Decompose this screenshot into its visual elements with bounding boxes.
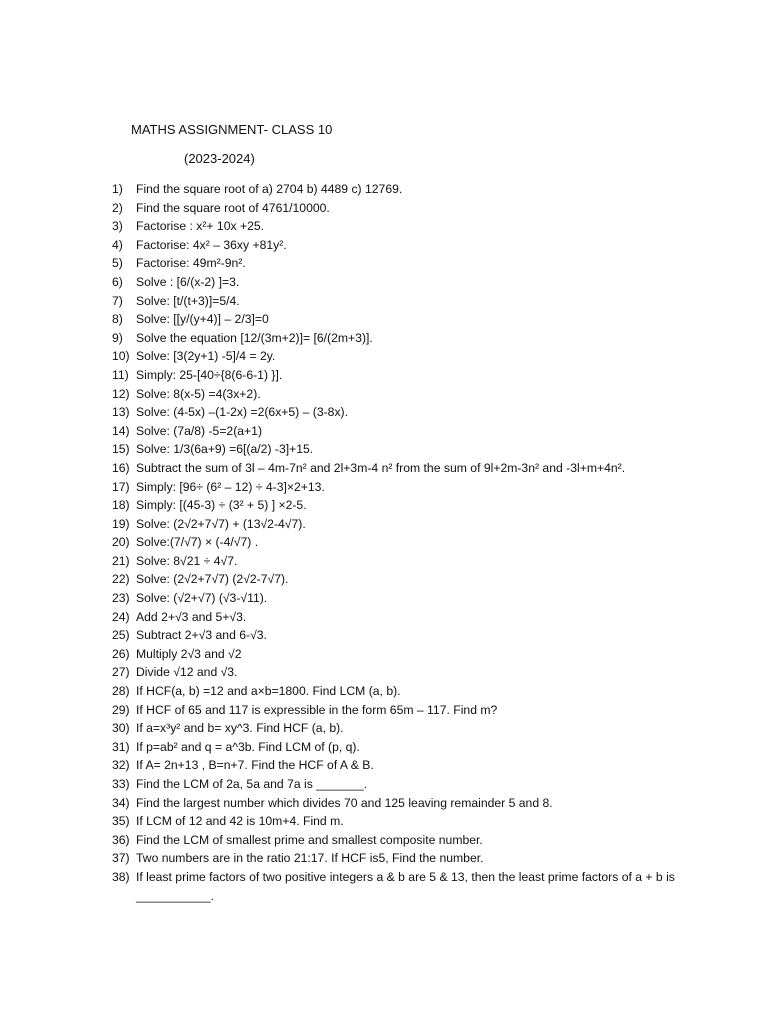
question-item xyxy=(112,347,712,366)
question-number: 38) xyxy=(112,869,130,884)
question-number: 32) xyxy=(112,758,130,773)
question-item xyxy=(112,589,712,608)
question-number: 1) xyxy=(112,182,123,196)
question-text: Solve: (√2+√7) (√3-√11). xyxy=(136,591,268,606)
question-item xyxy=(112,273,712,292)
question-item xyxy=(112,719,712,738)
question-text: Solve: 8(x-5) =4(3x+2). xyxy=(136,386,261,401)
question-list xyxy=(112,180,712,905)
question-text: Solve:(7/√7) × (-4/√7) . xyxy=(136,535,259,550)
question-number: 31) xyxy=(112,739,130,754)
question-number: 7) xyxy=(112,293,123,308)
question-number: 21) xyxy=(112,553,130,568)
question-item xyxy=(112,738,712,757)
question-number: 10) xyxy=(112,349,130,364)
question-text: If HCF(a, b) =12 and a×b=1800. Find LCM (a, b). xyxy=(136,684,401,699)
question-text: Factorise: 4x² – 36xy +81y². xyxy=(136,237,287,252)
question-number: 9) xyxy=(112,330,123,345)
question-text: Divide √12 and √3. xyxy=(136,665,238,680)
question-text: Solve : [6/(x-2) ]=3. xyxy=(136,274,240,289)
question-text: Find the LCM of smallest prime and smallest composite number. xyxy=(136,832,483,847)
question-item xyxy=(112,552,712,571)
question-text: Simply: [(45-3) ÷ (3² + 5) ] ×2-5. xyxy=(136,498,307,513)
question-number: 25) xyxy=(112,628,130,643)
question-text: Solve: (2√2+7√7) (2√2-7√7). xyxy=(136,572,289,587)
question-text: Simply: [96÷ (6² – 12) ÷ 4-3]×2+13. xyxy=(136,479,325,494)
question-item xyxy=(112,199,712,218)
question-number: 28) xyxy=(112,684,130,699)
question-item xyxy=(112,180,712,199)
question-item xyxy=(112,849,712,868)
question-number: 3) xyxy=(112,219,123,234)
question-text: If A= 2n+13 , B=n+7. Find the HCF of A & B. xyxy=(136,758,374,773)
question-text: Subtract the sum of 3l – 4m-7n² and 2l+3m-4 n² from the sum of 9l+2m-3n² and -3l+m+4n². xyxy=(136,460,626,475)
question-text: Add 2+√3 and 5+√3. xyxy=(136,609,247,624)
question-text: Simply: 25-[40÷{8(6-6-1) }]. xyxy=(136,367,283,382)
question-number: 22) xyxy=(112,572,130,587)
question-item xyxy=(112,254,712,273)
question-number: 6) xyxy=(112,274,123,289)
question-item xyxy=(112,756,712,775)
question-number: 19) xyxy=(112,516,130,531)
question-item xyxy=(112,478,712,497)
question-text: Solve: [t/(t+3)]=5/4. xyxy=(136,293,240,308)
question-text: Solve: (7a/8) -5=2(a+1) xyxy=(136,423,263,438)
question-number: 12) xyxy=(112,386,130,401)
question-item xyxy=(112,682,712,701)
question-text: If p=ab² and q = a^3b. Find LCM of (p, q). xyxy=(136,739,360,754)
question-text: Solve: [3(2y+1) -5]/4 = 2y. xyxy=(136,349,276,364)
question-number: 4) xyxy=(112,237,123,252)
question-item xyxy=(112,608,712,627)
question-number: 33) xyxy=(112,777,130,791)
question-number: 23) xyxy=(112,591,130,606)
question-text: Solve: (4-5x) –(1-2x) =2(6x+5) – (3-8x). xyxy=(136,405,349,420)
question-text: If least prime factors of two positive integers a & b are 5 & 13, then the least prime factors of a + b is ___________. xyxy=(136,869,675,903)
question-number: 34) xyxy=(112,795,130,810)
question-number: 26) xyxy=(112,646,130,661)
question-number: 20) xyxy=(112,535,130,550)
question-text: Solve: 1/3(6a+9) =6[(a/2) -3]+15. xyxy=(136,442,314,457)
question-text: Find the square root of a) 2704 b) 4489 c) 12769. xyxy=(136,182,403,196)
question-text: Solve: (2√2+7√7) + (13√2-4√7). xyxy=(136,516,306,531)
question-number: 18) xyxy=(112,498,130,513)
question-text: Solve: 8√21 ÷ 4√7. xyxy=(136,553,238,568)
question-item xyxy=(112,366,712,385)
question-number: 17) xyxy=(112,479,130,494)
question-item xyxy=(112,663,712,682)
question-item xyxy=(112,794,712,813)
question-number: 13) xyxy=(112,405,130,420)
question-number: 14) xyxy=(112,423,130,438)
question-text: Factorise : x²+ 10x +25. xyxy=(136,219,265,234)
question-number: 27) xyxy=(112,665,130,680)
question-item xyxy=(112,868,712,905)
question-text: Multiply 2√3 and √2 xyxy=(136,646,242,661)
question-item xyxy=(112,403,712,422)
question-text: If a=x³y² and b= xy^3. Find HCF (a, b). xyxy=(136,721,344,736)
question-text: Find the LCM of 2a, 5a and 7a is _______. xyxy=(136,777,368,791)
academic-year: (2023-2024) xyxy=(184,151,255,166)
question-item xyxy=(112,329,712,348)
question-number: 2) xyxy=(112,200,123,215)
question-item xyxy=(112,533,712,552)
question-item xyxy=(112,570,712,589)
question-number: 8) xyxy=(112,312,123,327)
question-item xyxy=(112,626,712,645)
question-text: Find the square root of 4761/10000. xyxy=(136,200,330,215)
question-item xyxy=(112,292,712,311)
question-text: Two numbers are in the ratio 21:17. If HCF is5, Find the number. xyxy=(136,851,484,866)
question-number: 16) xyxy=(112,460,130,475)
question-item xyxy=(112,310,712,329)
question-item xyxy=(112,496,712,515)
question-item xyxy=(112,440,712,459)
question-text: If LCM of 12 and 42 is 10m+4. Find m. xyxy=(136,814,344,829)
question-item xyxy=(112,775,712,794)
question-item xyxy=(112,701,712,720)
question-item xyxy=(112,812,712,831)
question-text: If HCF of 65 and 117 is expressible in the form 65m – 117. Find m? xyxy=(136,702,498,717)
question-number: 37) xyxy=(112,851,130,866)
question-number: 29) xyxy=(112,702,130,717)
question-item xyxy=(112,422,712,441)
question-item xyxy=(112,217,712,236)
question-text: Factorise: 49m²-9n². xyxy=(136,256,246,271)
question-text: Solve: [[y/(y+4)] – 2/3]=0 xyxy=(136,312,269,327)
question-item xyxy=(112,459,712,478)
question-text: Subtract 2+√3 and 6-√3. xyxy=(136,628,267,643)
question-number: 24) xyxy=(112,609,130,624)
question-item xyxy=(112,385,712,404)
question-number: 5) xyxy=(112,256,123,271)
question-number: 30) xyxy=(112,721,130,736)
question-item xyxy=(112,645,712,664)
question-number: 35) xyxy=(112,814,130,829)
question-item xyxy=(112,831,712,850)
question-text: Find the largest number which divides 70 and 125 leaving remainder 5 and 8. xyxy=(136,795,553,810)
question-item xyxy=(112,236,712,255)
question-item xyxy=(112,515,712,534)
question-text: Solve the equation [12/(3m+2)]= [6/(2m+3)]. xyxy=(136,330,373,345)
question-number: 11) xyxy=(112,367,129,382)
document-title: MATHS ASSIGNMENT- CLASS 10 xyxy=(131,122,333,137)
question-number: 36) xyxy=(112,832,130,847)
question-number: 15) xyxy=(112,442,130,457)
